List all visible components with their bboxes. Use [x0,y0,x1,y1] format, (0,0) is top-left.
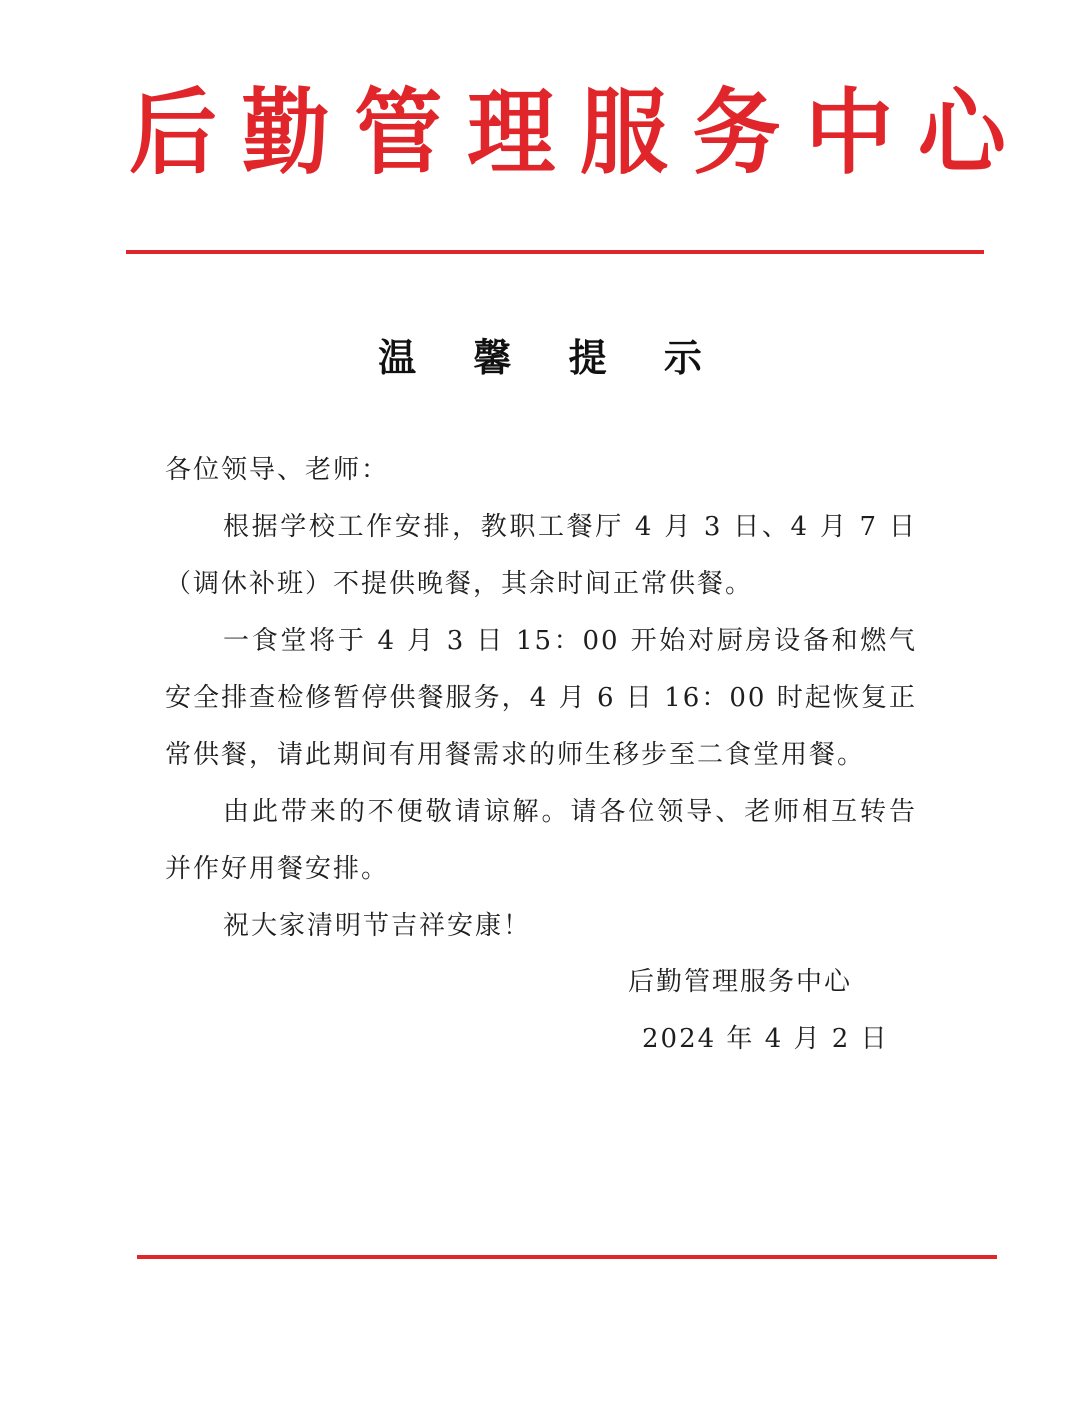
signature-org: 后勤管理服务中心 [628,967,853,997]
letterhead-char: 中 [805,77,894,188]
notice-body [165,442,917,955]
paragraph-wishes: 祝大家清明节吉祥安康！ [223,911,532,941]
letterhead-char: 勤 [241,77,330,188]
letterhead-char: 服 [579,77,668,188]
letterhead-title [125,78,1010,188]
paragraph-canteen-maintenance: 一食堂将于 4 月 3 日 15：00 开始对厨房设备和燃气安全排查检修暂停供餐服务，4 月 6 日 16：00 时起恢复正常供餐，请此期间有用餐需求的师生移步至二食堂用餐。 [165,626,917,770]
letterhead-char: 理 [467,77,556,188]
paragraph-dinner-arrangement: 根据学校工作安排，教职工餐厅 4 月 3 日、4 月 7 日（调休补班）不提供晚餐，其余时间正常供餐。 [165,512,917,599]
notice-title: 温 馨 提 示 [378,336,724,380]
letterhead-divider [126,250,984,254]
letterhead-char: 管 [354,77,443,188]
letterhead-char: 心 [917,77,1006,188]
letterhead-char: 后 [128,77,217,188]
signature-block [560,954,920,1068]
signature-date: 2024 年 4 月 2 日 [642,1024,889,1054]
paragraph-apology: 由此带来的不便敬请谅解。请各位领导、老师相互转告并作好用餐安排。 [165,797,917,884]
letterhead-char: 务 [692,77,781,188]
footer-divider [137,1255,997,1259]
greeting: 各位领导、老师： [165,455,390,485]
